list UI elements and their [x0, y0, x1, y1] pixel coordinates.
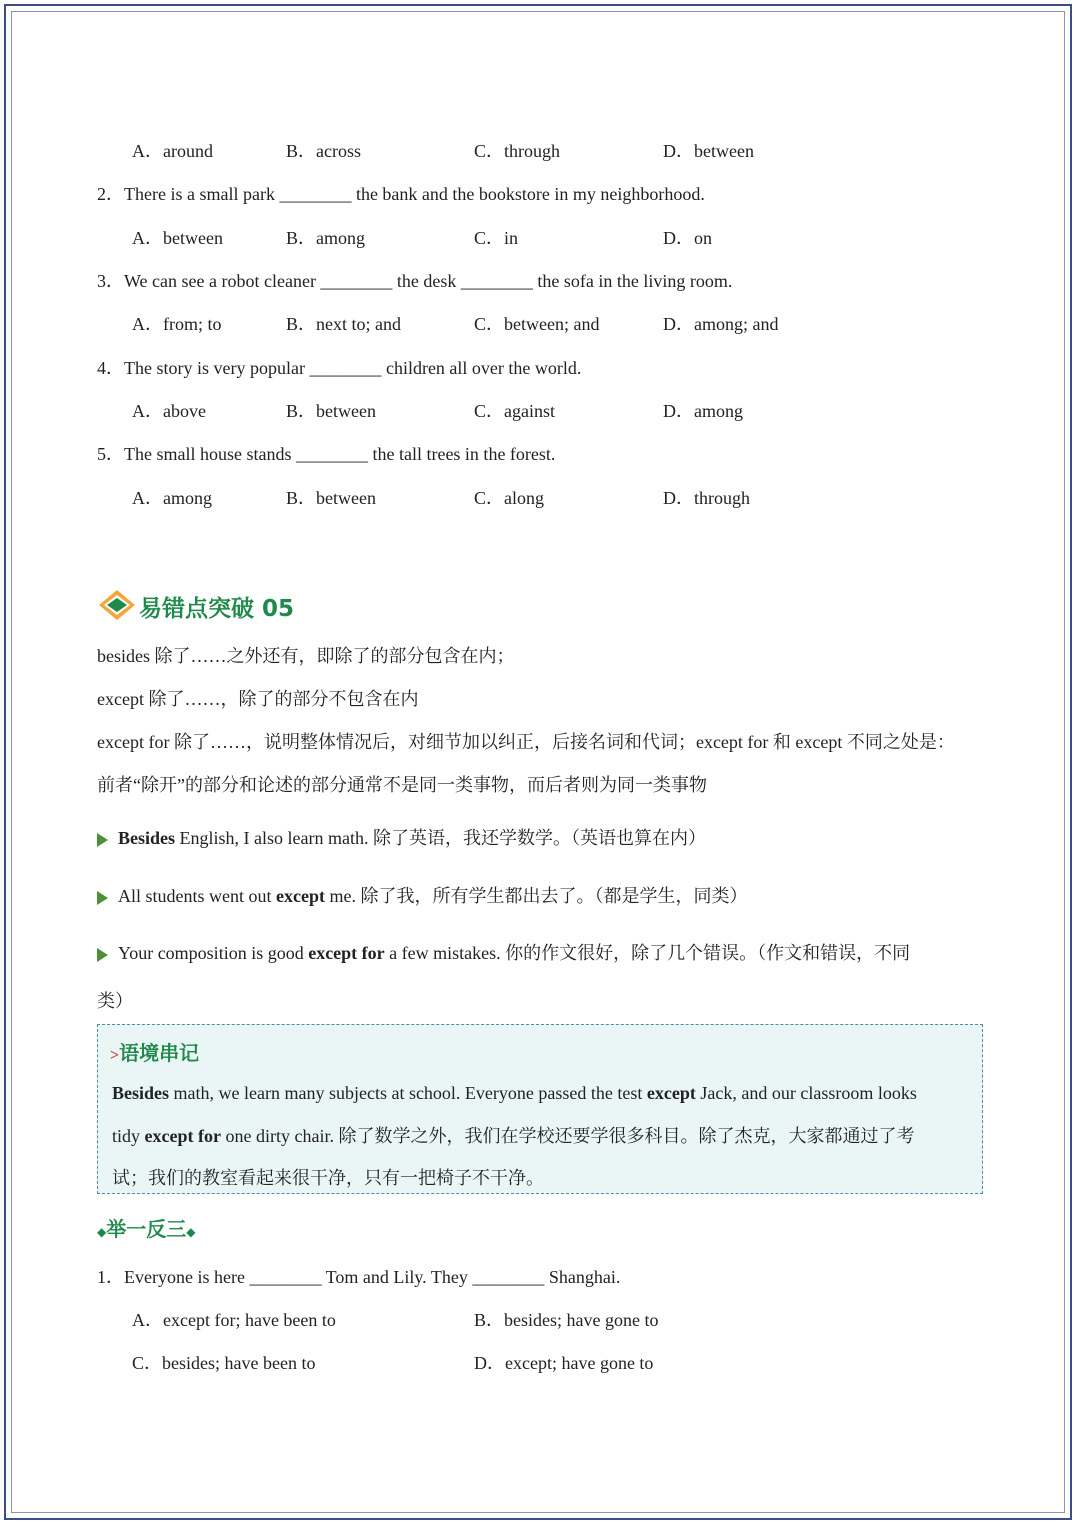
practice-header [97, 1213, 195, 1242]
option-c[interactable]: C．besides; have been to [132, 1353, 316, 1373]
rule-except: except 除了……，除了的部分不包含在内 [97, 689, 419, 709]
example-besides [97, 826, 706, 850]
question-2-text: 2．There is a small park ________ the bank and the bookstore in my neighborhood. [97, 184, 705, 204]
chevron-right-icon: > [110, 1047, 120, 1064]
option-a[interactable]: A．above [132, 401, 206, 421]
triangle-bullet-icon [97, 948, 108, 962]
option-a[interactable]: A．except for; have been to [132, 1310, 336, 1330]
keyword: Besides [118, 828, 176, 848]
option-d[interactable]: D．except; have gone to [474, 1353, 654, 1373]
context-header [110, 1037, 199, 1066]
example-except-for-cont: 类） [97, 991, 133, 1011]
option-d[interactable]: D．among [663, 401, 743, 421]
option-d[interactable]: D．on [663, 228, 712, 248]
example-text: a few mistakes. 你的作文很好，除了几个错误。（作文和错误，不同 [384, 943, 911, 963]
option-c[interactable]: C．along [474, 488, 544, 508]
example-except-for [97, 941, 910, 965]
example-text-pre: Your composition is good [118, 943, 309, 963]
option-b[interactable]: B．among [286, 228, 365, 248]
context-line-2 [112, 1124, 914, 1148]
context-text: math, we learn many subjects at school. Everyone passed the test [169, 1083, 647, 1103]
question-4-text: 4．The story is very popular ________ children all over the world. [97, 358, 582, 378]
keyword: except for [144, 1126, 221, 1146]
option-a[interactable]: A．around [132, 141, 213, 161]
question-3-text: 3．We can see a robot cleaner ________ the desk ________ the sofa in the living room. [97, 271, 733, 291]
practice-title: 举一反三 [106, 1217, 187, 1241]
option-b[interactable]: B．next to; and [286, 314, 401, 334]
option-a[interactable]: A．among [132, 488, 212, 508]
keyword: Besides [112, 1083, 170, 1103]
triangle-bullet-icon [97, 891, 108, 905]
option-c[interactable]: C．between; and [474, 314, 600, 334]
context-text: tidy [112, 1126, 145, 1146]
context-title: 语境串记 [119, 1041, 200, 1065]
option-d[interactable]: D．through [663, 488, 750, 508]
rule-difference: 前者“除开”的部分和论述的部分通常不是同一类事物，而后者则为同一类事物 [97, 775, 707, 795]
question-5-text: 5．The small house stands ________ the tall trees in the forest. [97, 444, 556, 464]
diamond-icon [97, 588, 137, 622]
context-text: Jack, and our classroom looks [695, 1083, 917, 1103]
example-except [97, 884, 747, 908]
diamond-icon: ◆ [186, 1224, 196, 1239]
example-text: English, I also learn math. 除了英语，我还学数学。（英语也算在内） [175, 828, 706, 848]
context-line-1 [112, 1081, 917, 1105]
option-b[interactable]: B．between [286, 488, 376, 508]
option-b[interactable]: B．besides; have gone to [474, 1310, 659, 1330]
option-b[interactable]: B．between [286, 401, 376, 421]
keyword: except [646, 1083, 696, 1103]
example-text-pre: All students went out [118, 886, 276, 906]
option-d[interactable]: D．between [663, 141, 754, 161]
triangle-bullet-icon [97, 833, 108, 847]
diamond-icon: ◆ [97, 1224, 107, 1239]
option-c[interactable]: C．through [474, 141, 561, 161]
keyword: except [276, 886, 325, 906]
context-line-3: 试；我们的教室看起来很干净，只有一把椅子不干净。 [112, 1168, 544, 1188]
option-c[interactable]: C．in [474, 228, 519, 248]
section-title: 易错点突破 05 [139, 596, 295, 622]
keyword: except for [308, 943, 385, 963]
option-a[interactable]: A．from; to [132, 314, 222, 334]
context-box [97, 1024, 983, 1194]
rule-except-for: except for 除了……，说明整体情况后，对细节加以纠正，后接名词和代词；except for 和 except 不同之处是： [97, 732, 955, 752]
option-b[interactable]: B．across [286, 141, 361, 161]
example-text: me. 除了我，所有学生都出去了。（都是学生，同类） [324, 886, 748, 906]
option-a[interactable]: A．between [132, 228, 223, 248]
practice-question-1: 1．Everyone is here ________ Tom and Lily. They ________ Shanghai. [97, 1267, 621, 1287]
option-c[interactable]: C．against [474, 401, 555, 421]
context-text: one dirty chair. 除了数学之外，我们在学校还要学很多科目。除了杰克，大家都通过了考 [220, 1126, 915, 1146]
rule-besides: besides 除了……之外还有，即除了的部分包含在内； [97, 646, 515, 666]
option-d[interactable]: D．among; and [663, 314, 779, 334]
